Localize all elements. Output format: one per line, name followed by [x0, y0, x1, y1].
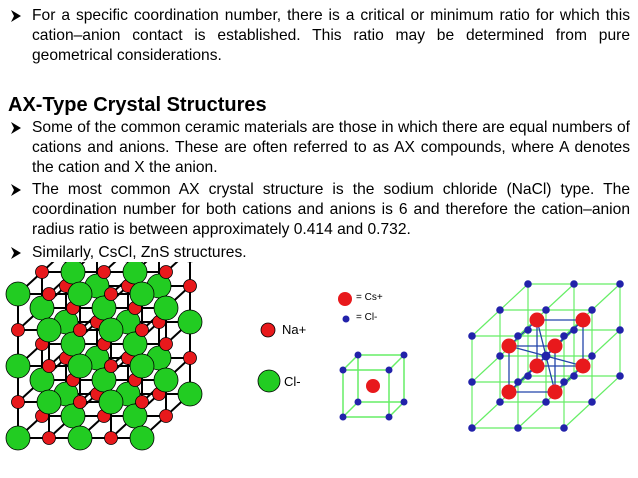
cl-ion	[542, 306, 550, 314]
na-ion	[105, 360, 118, 373]
cl-ion	[340, 414, 347, 421]
cl-ion	[355, 352, 362, 359]
cl-ion	[560, 378, 568, 386]
cl-ion	[588, 398, 596, 406]
cl-ion	[37, 318, 61, 342]
cl-ion-icon	[256, 368, 282, 394]
arrow-bullet-icon	[8, 180, 26, 200]
cl-ion	[514, 378, 522, 386]
cl-ion	[99, 318, 123, 342]
grid-line	[472, 310, 500, 336]
cl-ion	[560, 332, 568, 340]
cl-ion	[340, 367, 347, 374]
grid-line	[592, 284, 620, 310]
cl-ion	[401, 399, 408, 406]
cl-ion	[524, 326, 532, 334]
cl-ion	[570, 280, 578, 288]
cl-ion	[154, 368, 178, 392]
grid-line	[472, 356, 500, 382]
cl-ion	[130, 426, 154, 450]
cl-ion	[68, 282, 92, 306]
cl-ion	[61, 262, 85, 284]
cl-ion	[154, 296, 178, 320]
cl-ion	[401, 352, 408, 359]
na-ion	[136, 396, 149, 409]
na-ion	[43, 360, 56, 373]
cl-ion	[560, 424, 568, 432]
cl-ion	[542, 398, 550, 406]
cscl-legend	[336, 290, 416, 330]
grid-line	[500, 284, 528, 310]
grid-line	[592, 376, 620, 402]
cs-ion	[548, 385, 563, 400]
na-ion	[160, 338, 173, 351]
na-ion	[105, 432, 118, 445]
intro-bullet	[8, 6, 630, 66]
grid-line	[546, 284, 574, 310]
grid-line	[518, 402, 546, 428]
cs-ion	[366, 379, 380, 393]
cl-ion	[468, 378, 476, 386]
bullet-text: Similarly, CsCl, ZnS structures.	[32, 244, 247, 261]
na-ion	[74, 396, 87, 409]
section-heading: AX-Type Crystal Structures	[8, 94, 267, 116]
cs-label: = Cs+	[356, 292, 383, 303]
cl-ion	[6, 354, 30, 378]
cl-ion	[616, 372, 624, 380]
nacl-legend	[258, 320, 328, 400]
cl-ion	[178, 310, 202, 334]
bullet-nacl	[8, 180, 630, 240]
na-ion	[43, 432, 56, 445]
bullet-similar	[8, 243, 630, 263]
na-ion	[184, 280, 197, 293]
cl-ion	[616, 326, 624, 334]
cl-ion	[6, 426, 30, 450]
cl-ion	[514, 332, 522, 340]
bullet-text: The most common AX crystal structure is the sodium chloride (NaCl) type. The coordination number for both cations and anions is 6 and therefore the cation–anion radius ratio is between approximately 0.414 and 0.732.	[32, 181, 630, 238]
cl-ion	[588, 352, 596, 360]
cs-ion	[548, 339, 563, 354]
na-ion	[105, 288, 118, 301]
cl-ion	[468, 332, 476, 340]
arrow-bullet-icon	[8, 118, 26, 138]
cl-ion	[178, 382, 202, 406]
cscl-unit-cell-diagram	[335, 345, 415, 435]
grid-line	[472, 402, 500, 428]
cl-ion	[68, 354, 92, 378]
cscl-cl-ion-icon	[341, 314, 351, 324]
arrow-bullet-icon	[8, 243, 26, 263]
cscl-lattice-diagram	[458, 272, 636, 472]
cscl-cl-label: = Cl-	[356, 312, 378, 323]
cl-ion	[6, 282, 30, 306]
arrow-bullet-icon	[8, 6, 26, 26]
cl-ion	[468, 424, 476, 432]
cl-ion	[496, 398, 504, 406]
grid-line	[564, 402, 592, 428]
cl-ion	[570, 326, 578, 334]
cs-ion	[576, 359, 591, 374]
cs-ion	[530, 313, 545, 328]
na-ion	[36, 266, 49, 279]
cl-ion	[130, 354, 154, 378]
cl-ion	[68, 426, 92, 450]
cl-ion	[123, 262, 147, 284]
na-ion	[136, 324, 149, 337]
cl-ion	[386, 367, 393, 374]
cl-ion	[524, 372, 532, 380]
na-ion	[160, 266, 173, 279]
center-cl-ion	[542, 352, 551, 361]
cl-ion	[588, 306, 596, 314]
na-ion-icon	[258, 320, 278, 340]
bullet-ax-compounds	[8, 118, 630, 178]
intro-bullet-text: For a specific coordination number, there is a critical or minimum ratio for which this cation–anion contact is established. This ratio may be determined from pure geometrical considerations.	[32, 7, 630, 64]
cs-ion	[502, 385, 517, 400]
cl-ion	[570, 372, 578, 380]
cs-ion	[530, 359, 545, 374]
cs-ion	[576, 313, 591, 328]
cl-ion	[99, 390, 123, 414]
cs-ion	[502, 339, 517, 354]
grid-line	[592, 330, 620, 356]
cl-label: Cl-	[284, 374, 301, 389]
na-ion	[160, 410, 173, 423]
cl-ion	[496, 306, 504, 314]
na-label: Na+	[282, 322, 307, 337]
cl-ion	[130, 282, 154, 306]
na-ion	[12, 396, 25, 409]
nacl-lattice-diagram	[0, 262, 215, 478]
na-ion	[184, 352, 197, 365]
cl-ion	[514, 424, 522, 432]
cl-ion	[496, 352, 504, 360]
na-ion	[98, 266, 111, 279]
na-ion	[74, 324, 87, 337]
cl-ion	[616, 280, 624, 288]
cl-ion	[386, 414, 393, 421]
cl-ion	[524, 280, 532, 288]
na-ion	[12, 324, 25, 337]
cl-ion	[355, 399, 362, 406]
cs-ion-icon	[336, 290, 354, 308]
na-ion	[43, 288, 56, 301]
cl-ion	[37, 390, 61, 414]
bullet-text: Some of the common ceramic materials are those in which there are equal numbers of cations and anions. These are often referred to as AX compounds, where A denotes the cation and X the anion.	[32, 119, 630, 176]
